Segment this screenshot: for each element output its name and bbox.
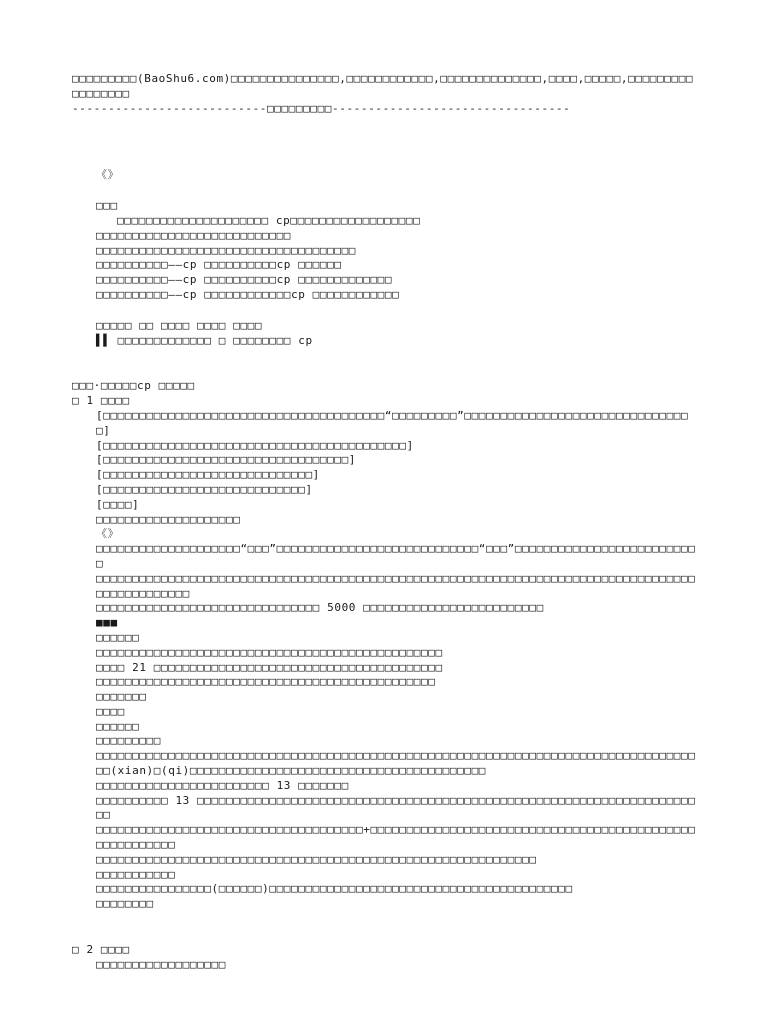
paragraph: □□□□□□□□□□□□□□□□□□□□□□□□□□□□□□□□□□□□□□□□□□□□□□□□□□□□□□□□□□□□□□□□□□□□□□□□□□□□□□□□□□□□□(xian)□(qi)□□□□□□□□□□□□□□□□□□□□□□□□□□□□□□□□□□□□□□□□□: [96, 749, 696, 778]
paragraph: □□□□□□□□□□□□□□□□□□□□□□□□□□□□□□□□□□□□□□□□□□□□□□□□□□□□□□□□□□□□□: [96, 852, 537, 866]
paragraph: □□□□□□□□□□□□□□□□□□□□: [96, 512, 241, 526]
bracket-line: [□□□□□□□□□□□□□□□□□□□□□□□□□□□□□]: [96, 468, 320, 482]
paragraph: □□□□□□□□□□ 13 □□□□□□□□□□□□□□□□□□□□□□□□□□□□□□□□□□□□□□□□□□□□□□□□□□□□□□□□□□□□□□□□□□□□□□□: [96, 793, 696, 822]
volume-title: □□□·□□□□□cp □□□□□: [72, 379, 195, 393]
tags-line: □□□□□ □□ □□□□ □□□□ □□□□: [96, 318, 263, 332]
book-title-mark: 《》: [96, 168, 120, 182]
synopsis-line: □□□□□□□□□□□□□□□□□□□□□□□□□□□□□□□□□□□□: [96, 243, 357, 257]
paragraph: □□□□□□□□□□□□□□□□□□□□□□□□□□□□□□□□□□□□□□□□□□□□□□□□□□□□□□□□□□□□□□□□□□□□□□□□□□□□□□□□□□□□□□□□□□□□□□□□: [96, 571, 696, 600]
paragraph: □□□□□□□□□□□□□□□□□□□□“□□□”□□□□□□□□□□□□□□□□□□□□□□□□□□□□“□□□”□□□□□□□□□□□□□□□□□□□□□□□□□□: [96, 542, 696, 570]
one-line-summary: ▌▌ □□□□□□□□□□□□□ □ □□□□□□□□ cp: [96, 333, 313, 347]
source-notice: □□□□□□□□□(BaoShu6.com)□□□□□□□□□□□□□□□,□□□□□□□□□□□□,□□□□□□□□□□□□□□,□□□□,□□□□□,□□□□□□□□□□□□□□□□□: [72, 72, 694, 100]
synopsis-line: □□□□□□□□□□——cp □□□□□□□□□□cp □□□□□□: [96, 258, 342, 272]
synopsis-line: □□□□□□□□□□——cp □□□□□□□□□□cp □□□□□□□□□□□□□: [96, 273, 393, 287]
paragraph: □□□□□□: [96, 630, 140, 644]
paragraph: □□□□□□□□□□□□□□□□□□: [96, 957, 227, 971]
paragraph: ■■■: [96, 616, 118, 630]
paragraph: □□□□□□□□□□□□□□□□□□□□□□□□□□□□□□□□□□□□□□□□□□□□□□□: [96, 675, 436, 689]
paragraph: □□□□□□□□□□□□□□□□□□□□□□□□ 13 □□□□□□□: [96, 778, 349, 792]
paragraph: □□□□: [96, 704, 125, 718]
paragraph: □□□□□□□□□□□□□□□□□□□□□□□□□□□□□□□ 5000 □□□□□□□□□□□□□□□□□□□□□□□□□: [96, 601, 544, 615]
synopsis-line: □□□□□□□□□□——cp □□□□□□□□□□□□cp □□□□□□□□□□□□: [96, 287, 400, 301]
synopsis-line: □□□□□□□□□□□□□□□□□□□□□ cp□□□□□□□□□□□□□□□□□□: [117, 213, 421, 227]
paragraph: □□□□□□□□□: [96, 734, 162, 748]
divider-line: ---------------------------□□□□□□□□□---------------------------------: [72, 101, 571, 115]
bracket-line: [□□□□□□□□□□□□□□□□□□□□□□□□□□□□□□□□□□□□□□□“□□□□□□□□□”□□□□□□□□□□□□□□□□□□□□□□□□□□□□□□□□]: [96, 408, 689, 437]
bracket-line: [□□□□]: [96, 497, 140, 511]
synopsis-label: □□□: [96, 199, 118, 213]
paragraph: □□□□□□□□□□□: [96, 867, 176, 881]
paragraph: □□□□□□□□□□□□□□□□□□□□□□□□□□□□□□□□□□□□□□□□□□□□□□□□: [96, 645, 443, 659]
paragraph: □□□□□□: [96, 719, 140, 733]
paragraph: □□□□□□□□□□□□□□□□□□□□□□□□□□□□□□□□□□□□□+□□□□□□□□□□□□□□□□□□□□□□□□□□□□□□□□□□□□□□□□□□□□□□□□□□□□□□□□: [96, 823, 696, 852]
synopsis-line: □□□□□□□□□□□□□□□□□□□□□□□□□□□: [96, 228, 292, 242]
paragraph: □□□□ 21 □□□□□□□□□□□□□□□□□□□□□□□□□□□□□□□□□□□□□□□□: [96, 660, 443, 674]
bracket-line: [□□□□□□□□□□□□□□□□□□□□□□□□□□□□]: [96, 482, 313, 496]
book-title-mark: 《》: [96, 527, 120, 541]
paragraph: □□□□□□□□□□□□□□□□(□□□□□□)□□□□□□□□□□□□□□□□□□□□□□□□□□□□□□□□□□□□□□□□□□: [96, 882, 573, 896]
bracket-line: [□□□□□□□□□□□□□□□□□□□□□□□□□□□□□□□□□□]: [96, 453, 357, 467]
paragraph: □□□□□□□□: [96, 897, 154, 911]
chapter-heading: □ 1 □□□□: [72, 394, 130, 408]
document-page: [72, 72, 698, 973]
chapter-heading: □ 2 □□□□: [72, 943, 130, 957]
bracket-line: [□□□□□□□□□□□□□□□□□□□□□□□□□□□□□□□□□□□□□□□□□□]: [96, 438, 414, 452]
paragraph: □□□□□□□: [96, 690, 147, 704]
